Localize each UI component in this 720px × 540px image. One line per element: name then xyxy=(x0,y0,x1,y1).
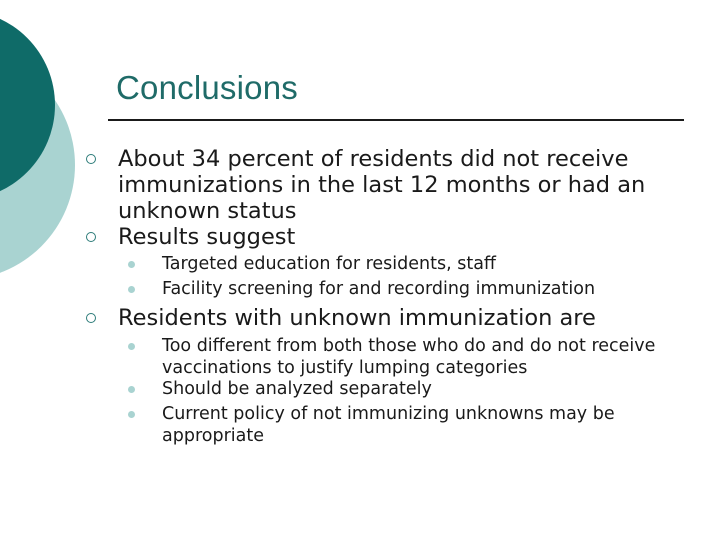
bullet-text: Results suggest xyxy=(118,224,296,250)
sub-bullet-item xyxy=(162,253,692,275)
sub-bullet-text: Current policy of not immunizing unknowns may be appropriate xyxy=(162,404,615,446)
sub-bullet-item xyxy=(162,278,692,300)
slide-title: Conclusions xyxy=(116,69,298,106)
bullet-item xyxy=(118,146,708,224)
bullet-text: Residents with unknown immunization are xyxy=(118,305,596,331)
sub-bullet-text: Too different from both those who do and do not receive vaccinations to justify lumping categories xyxy=(162,336,656,378)
bullet-item xyxy=(118,224,708,250)
sub-bullet-item xyxy=(162,403,692,447)
sub-bullet-text: Should be analyzed separately xyxy=(162,379,432,399)
sub-bullet-item xyxy=(162,378,692,400)
bullet-item xyxy=(118,305,708,331)
ring-bullet-icon xyxy=(86,232,96,242)
dot-bullet-icon xyxy=(128,261,135,268)
ring-bullet-icon xyxy=(86,154,96,164)
bullet-text: About 34 percent of residents did not receive immunizations in the last 12 months or had an unknown status xyxy=(118,146,646,224)
dot-bullet-icon xyxy=(128,343,135,350)
ring-bullet-icon xyxy=(86,313,96,323)
dot-bullet-icon xyxy=(128,386,135,393)
sub-bullet-text: Targeted education for residents, staff xyxy=(162,254,496,274)
sub-bullet-item xyxy=(162,335,692,379)
dot-bullet-icon xyxy=(128,411,135,418)
sub-bullet-text: Facility screening for and recording immunization xyxy=(162,279,596,299)
dot-bullet-icon xyxy=(128,286,135,293)
